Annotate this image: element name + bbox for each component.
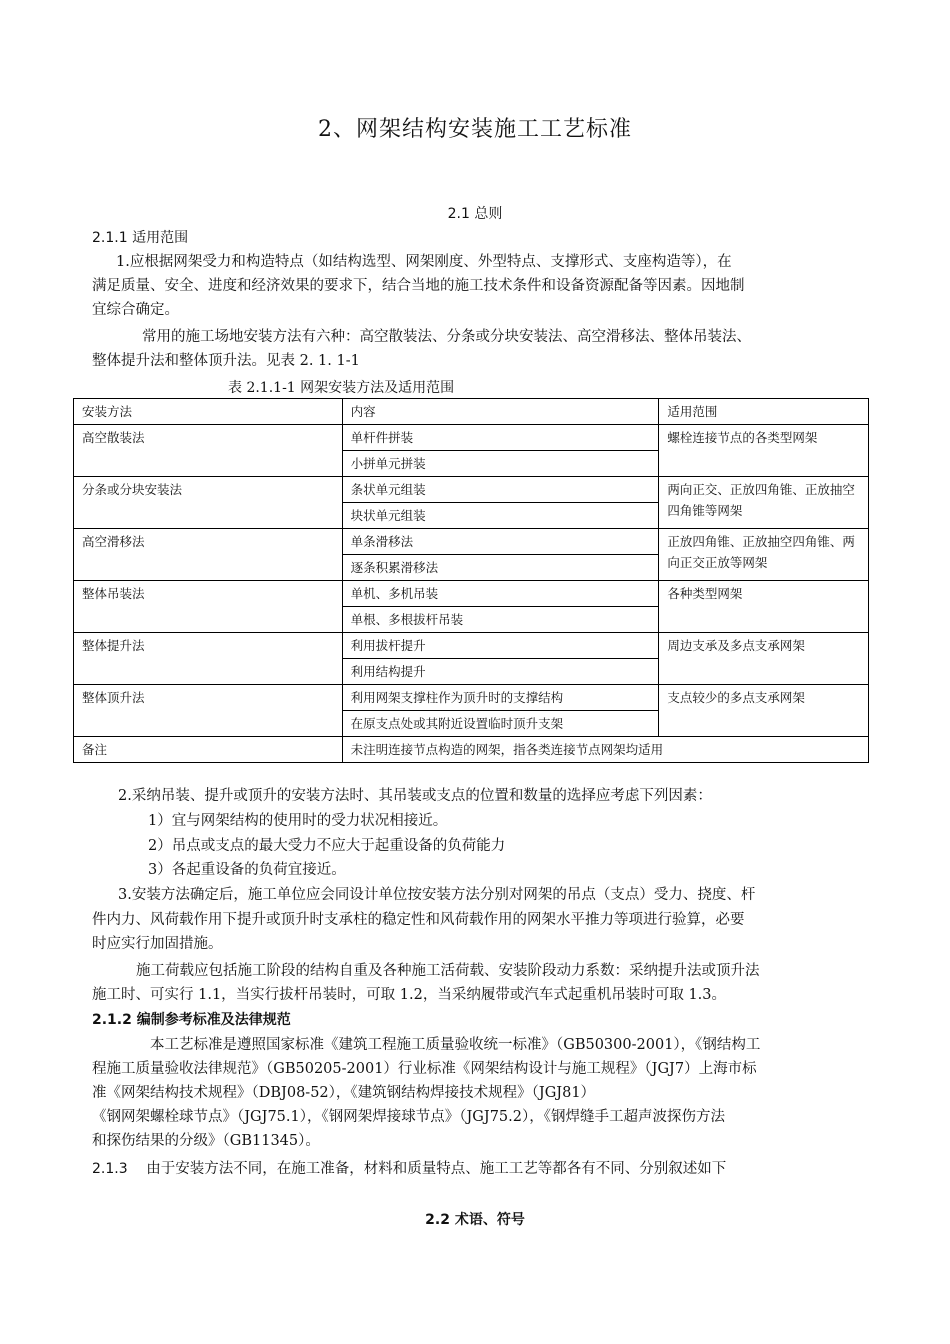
scope-cell: 正放四角锥、正放抽空四角锥、两向正交正放等网架 [659, 529, 869, 581]
section-2-1-2-heading: 2.1.2 编制参考标准及法律规范 [92, 1012, 291, 1028]
factor-item: 2）吊点或支点的最大受力不应大于起重设备的负荷能力 [148, 838, 506, 854]
paragraph-6-line: 《钢网架螺栓球节点》（JGJ75.1），《钢网架焊接球节点》（JGJ75.2），《钢焊缝手工超声波探伤方法 [92, 1109, 725, 1125]
content-cell: 小拼单元拼装 [342, 451, 659, 477]
paragraph-6-line: 和探伤结果的分级》（GB11345）。 [92, 1133, 320, 1149]
table-row [74, 581, 869, 607]
method-cell: 分条或分块安装法 [74, 477, 343, 529]
method-cell: 整体提升法 [74, 633, 343, 685]
table-row [74, 633, 869, 659]
method-cell: 高空滑移法 [74, 529, 343, 581]
section-2-1-heading: 2.1 总则 [447, 206, 503, 222]
content-cell: 利用拔杆提升 [342, 633, 659, 659]
paragraph-5-line: 施工荷载应包括施工阶段的结构自重及各种施工活荷载、安装阶段动力系数：采纳提升法或顶升法 [136, 963, 760, 979]
page-title: 2、网架结构安装施工工艺标准 [318, 117, 632, 142]
paragraph-1-line: 1.应根据网架受力和构造特点（如结构选型、网架刚度、外型特点、支撑形式、支座构造等），在 [116, 254, 732, 270]
method-cell: 整体顶升法 [74, 685, 343, 737]
section-2-1-3 [92, 1157, 872, 1181]
content-cell: 单杆件拼装 [342, 425, 659, 451]
paragraph-6-line: 准《网架结构技术规程》（DBJ08-52），《建筑钢结构焊接技术规程》（JGJ81） [92, 1085, 596, 1101]
install-methods-table [73, 398, 869, 763]
content-cell: 条状单元组装 [342, 477, 659, 503]
paragraph-6-line: 程施工质量验收法律规范》（GB50205-2001）行业标准《网架结构设计与施工规程》（JGJ7）上海市标 [92, 1061, 757, 1077]
table-header-cell: 安装方法 [74, 399, 343, 425]
content-cell: 利用结构提升 [342, 659, 659, 685]
factor-item: 1）宜与网架结构的使用时的受力状况相接近。 [148, 813, 448, 829]
section-2-1-3-label: 2.1.3 [92, 1161, 128, 1177]
section-2-2-heading: 2.2 术语、符号 [425, 1212, 525, 1228]
content-cell: 逐条积累滑移法 [342, 555, 659, 581]
table-note-row [74, 737, 869, 763]
paragraph-3: 2.采纳吊装、提升或顶升的安装方法时、其吊装或支点的位置和数量的选择应考虑下列因素： [118, 788, 712, 804]
table-header-cell: 适用范围 [659, 399, 869, 425]
note-cell: 未注明连接节点构造的网架，指各类连接节点网架均适用 [342, 737, 868, 763]
table-header-cell: 内容 [342, 399, 659, 425]
factor-item: 3）各起重设备的负荷宜接近。 [148, 862, 346, 878]
table-row [74, 685, 869, 711]
paragraph-4-line: 件内力、风荷载作用下提升或顶升时支承柱的稳定性和风荷载作用的网架水平推力等项进行验算，必要 [92, 912, 745, 928]
table-row [74, 477, 869, 503]
paragraph-4-line: 时应实行加固措施。 [92, 936, 223, 952]
scope-cell: 螺栓连接节点的各类型网架 [659, 425, 869, 477]
scope-cell: 周边支承及多点支承网架 [659, 633, 869, 685]
table-header-row [74, 399, 869, 425]
section-2-1-3-text: 由于安装方法不同，在施工准备，材料和质量特点、施工工艺等都各有不同、分别叙述如下 [146, 1161, 727, 1177]
scope-cell: 各种类型网架 [659, 581, 869, 633]
table-row [74, 529, 869, 555]
note-label-cell: 备注 [74, 737, 343, 763]
content-cell: 在原支点处或其附近设置临时顶升支架 [342, 711, 659, 737]
content-cell: 块状单元组装 [342, 503, 659, 529]
paragraph-1-line: 满足质量、安全、进度和经济效果的要求下，结合当地的施工技术条件和设备资源配备等因素。因地制 [92, 278, 745, 294]
paragraph-5-line: 施工时、可实行 1.1，当实行拔杆吊装时，可取 1.2，当采纳履带或汽车式起重机吊装时可取 1.3。 [92, 987, 727, 1003]
paragraph-2-line: 常用的施工场地安装方法有六种：高空散装法、分条或分块安装法、高空滑移法、整体吊装法、 [142, 329, 751, 345]
content-cell: 单机、多机吊装 [342, 581, 659, 607]
paragraph-6-line: 本工艺标准是遵照国家标准《建筑工程施工质量验收统一标准》（GB50300-2001），《钢结构工 [150, 1037, 761, 1053]
paragraph-1-line: 宜综合确定。 [92, 302, 179, 318]
paragraph-2-line: 整体提升法和整体顶升法。见表 2. 1. 1-1 [92, 353, 360, 369]
content-cell: 单根、多根拔杆吊装 [342, 607, 659, 633]
scope-cell: 两向正交、正放四角锥、正放抽空四角锥等网架 [659, 477, 869, 529]
content-cell: 利用网架支撑柱作为顶升时的支撑结构 [342, 685, 659, 711]
table-caption: 表 2.1.1-1 网架安装方法及适用范围 [228, 380, 455, 396]
section-2-1-1-heading: 2.1.1 适用范围 [92, 230, 189, 246]
table-row [74, 425, 869, 451]
content-cell: 单条滑移法 [342, 529, 659, 555]
scope-cell: 支点较少的多点支承网架 [659, 685, 869, 737]
paragraph-4-line: 3.安装方法确定后，施工单位应会同设计单位按安装方法分别对网架的吊点（支点）受力、挠度、杆 [118, 887, 756, 903]
method-cell: 整体吊装法 [74, 581, 343, 633]
method-cell: 高空散装法 [74, 425, 343, 477]
